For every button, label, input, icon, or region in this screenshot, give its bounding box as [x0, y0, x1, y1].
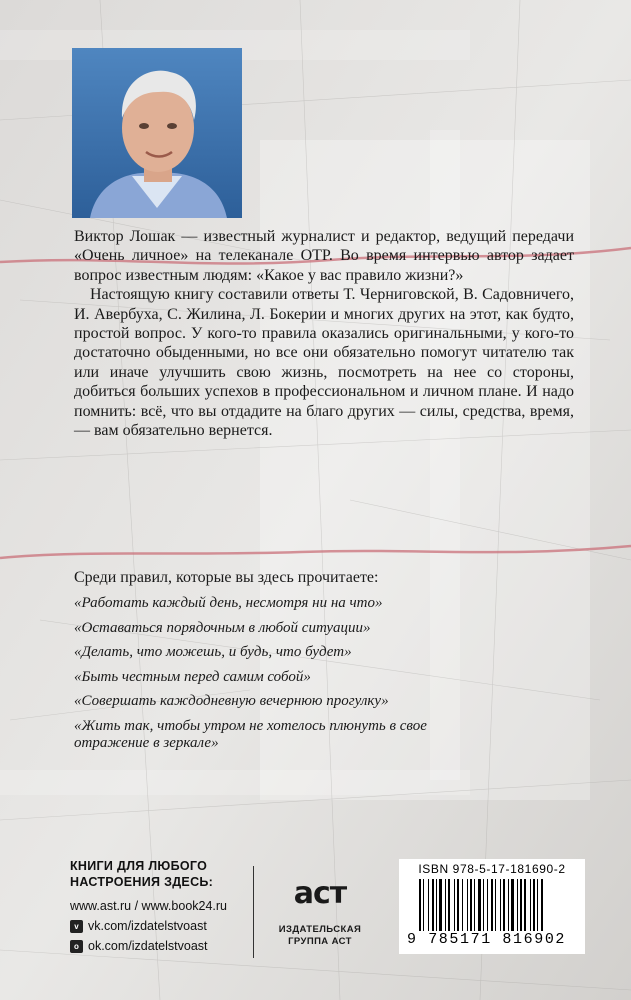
bio-paragraph: Виктор Лошак — известный журналист и редактор, ведущий передачи «Очень личное» на телеканале ОТР. Во время интервью автор задает вопрос известным людям: «Какое у вас правило жизни?»: [74, 228, 574, 284]
author-bio: [74, 227, 574, 440]
odnoklassniki-icon: o: [70, 940, 83, 953]
footer-heading: КНИГИ ДЛЯ ЛЮБОГО: [70, 859, 208, 873]
publisher-caption: ГРУППА АСТ: [288, 936, 352, 947]
publisher-block: [270, 862, 370, 948]
rule-quote: «Жить так, чтобы утром не хотелось плюнуть в свое отражение в зеркале»: [74, 717, 427, 751]
footer-divider: [253, 866, 254, 958]
rule-quote: «Быть честным перед самим собой»: [74, 668, 311, 685]
barcode-digits: 9 785171 816902: [407, 931, 567, 948]
rules-intro: Среди правил, которые вы здесь прочитаете:: [74, 569, 379, 586]
vk-icon: v: [70, 920, 83, 933]
rule-quote: «Оставаться порядочным в любой ситуации»: [74, 619, 371, 636]
rule-quote: «Работать каждый день, несмотря ни на что»: [74, 595, 383, 611]
publisher-links: [70, 858, 227, 955]
footer-heading: НАСТРОЕНИЯ ЗДЕСЬ:: [70, 875, 214, 889]
vk-link[interactable]: [70, 918, 227, 935]
publisher-logo: аст: [293, 876, 347, 911]
vk-link-text: vk.com/izdatelstvoast: [88, 919, 207, 933]
barcode-block: [399, 859, 585, 954]
bio-paragraph: Настоящую книгу составили ответы Т. Черниговской, В. Садовничего, И. Авербуха, С. Жилина, Л. Бокерии и многих других на этот, как будто, простой вопрос. У кого-то правила оказались оригинальными, у кого-то достаточно обыденными, но все они обязательно помогут читателю так или иначе улучшить свою жизнь, посмотреть на нее со стороны, добиться больших успехов в профессиональном и личном плане. И надо помнить: всё, что вы отдадите на благо других — силы, средства, время, — вам обязательно вернется.: [74, 286, 574, 440]
publisher-caption: ИЗДАТЕЛЬСКАЯ: [278, 924, 362, 935]
rule-quote: «Делать, что можешь, и будь, что будет»: [74, 644, 352, 660]
website-links[interactable]: [70, 898, 227, 915]
ok-link-text: ok.com/izdatelstvoast: [88, 939, 208, 953]
isbn-label: ISBN 978-5-17-181690-2: [418, 862, 566, 876]
barcode-icon: [419, 879, 569, 931]
website-links-text: www.ast.ru / www.book24.ru: [70, 899, 228, 913]
rules-list: [74, 595, 504, 760]
ok-link[interactable]: [70, 938, 227, 955]
author-photo: [72, 48, 242, 218]
rule-quote: «Совершать каждодневную вечернюю прогулку»: [74, 693, 389, 709]
